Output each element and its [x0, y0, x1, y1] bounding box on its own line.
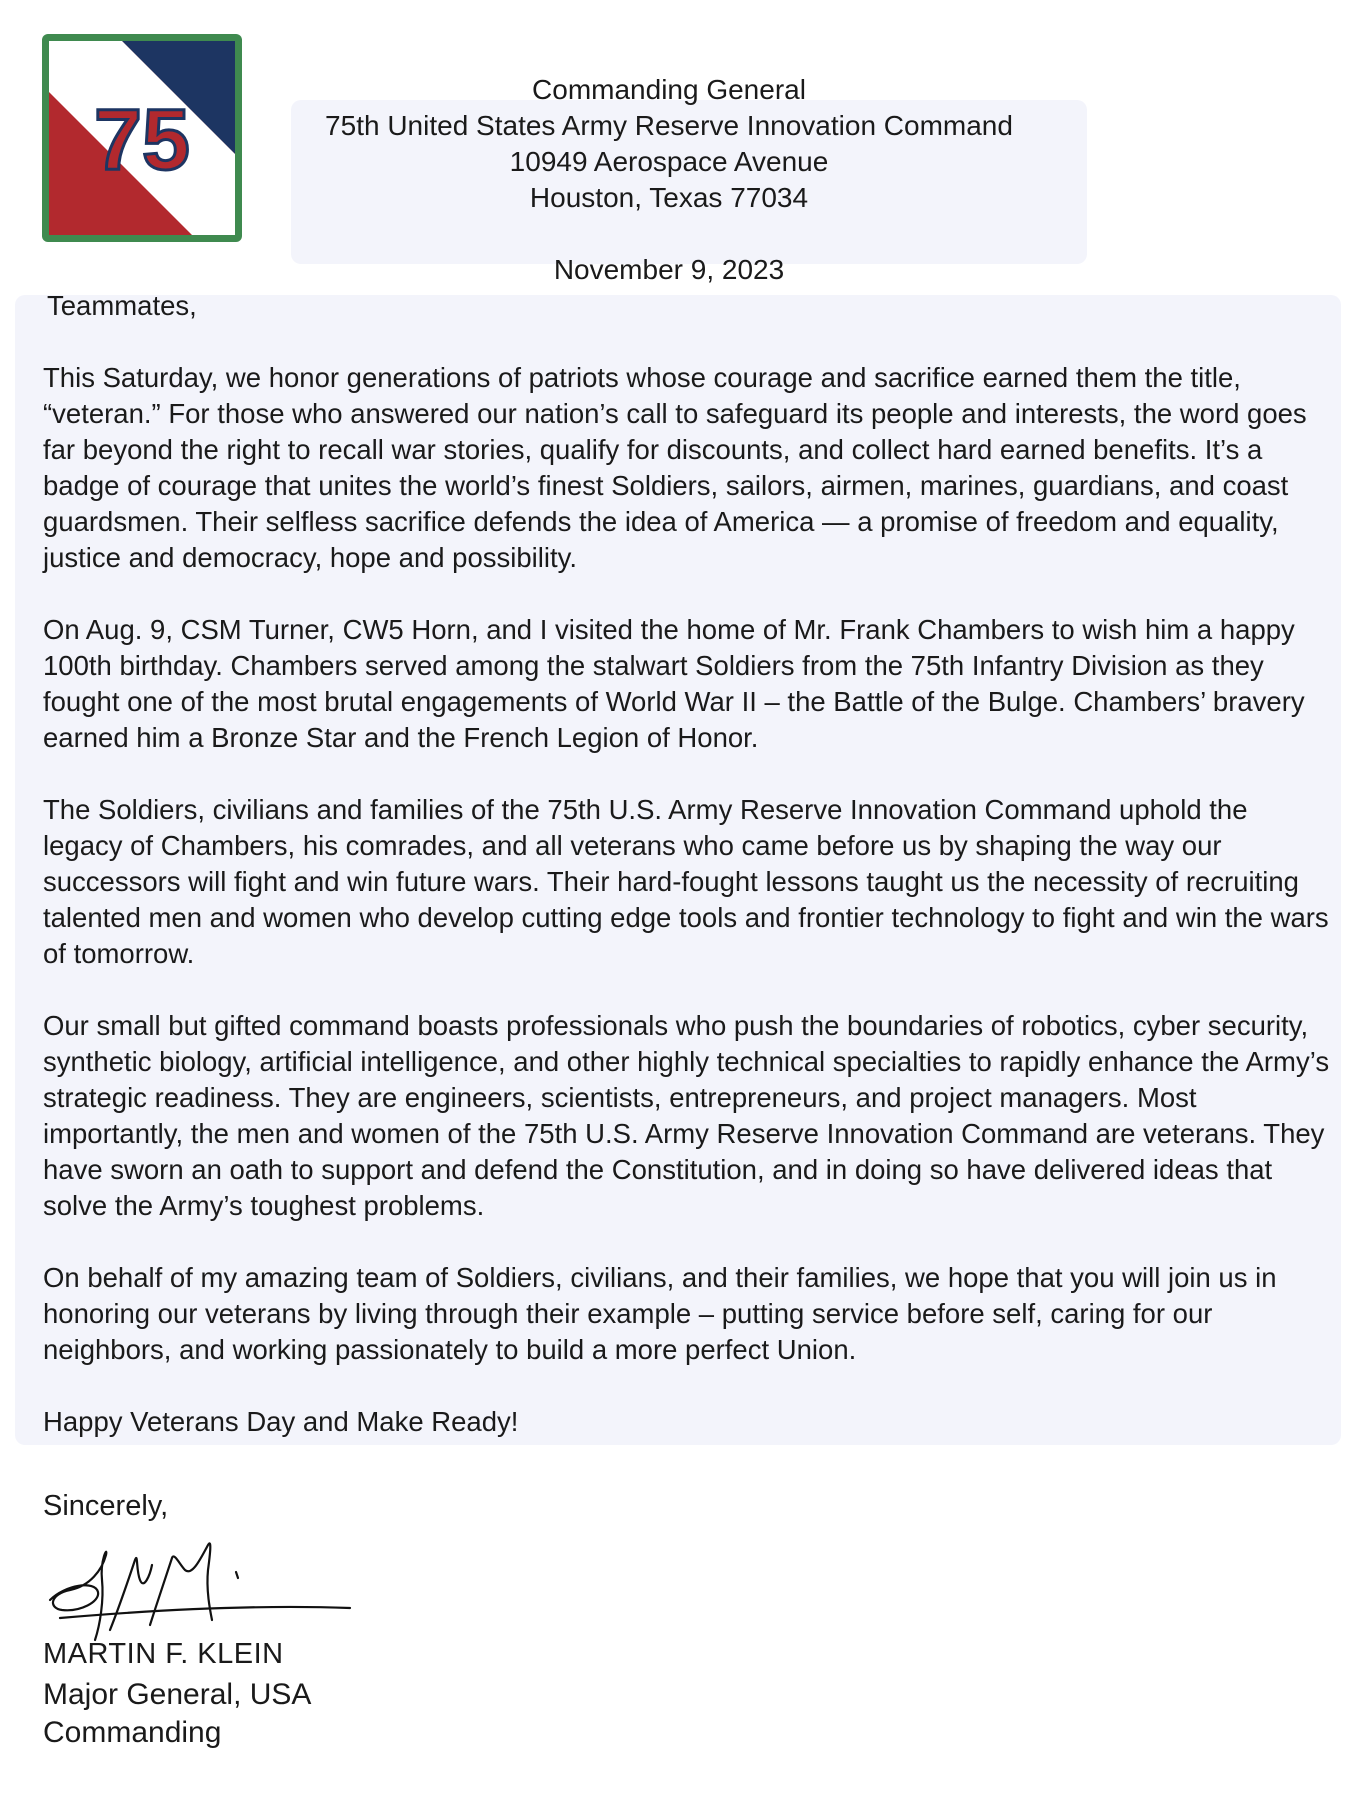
letterhead-title: Commanding General	[532, 74, 806, 105]
logo-number: 75	[94, 92, 190, 188]
signer-title-block	[43, 1676, 311, 1752]
paragraph-chambers: On Aug. 9, CSM Turner, CW5 Horn, and I visited the home of Mr. Frank Chambers to wish him a happy 100th birthday. Chambers served among the stalwart Soldiers from the 75th Infantry Division as they fought one of the most brutal engagements of World War II – the Battle of the Bulge. Chambers’ bravery earned him a Bronze Star and the French Legion of Honor.	[43, 614, 1305, 753]
letterhead	[200, 72, 1138, 216]
letterhead-city: Houston, Texas 77034	[529, 182, 809, 213]
letter-body	[43, 288, 1333, 1476]
paragraph-legacy: The Soldiers, civilians and families of the 75th U.S. Army Reserve Innovation Command uphold the legacy of Chambers, his comrades, and all veterans who came before us by shaping the way our successors will fight and win future wars. Their hard-fought lessons taught us the necessity of recruiting talented men and women who develop cutting edge tools and frontier technology to fight and win the wars of tomorrow.	[43, 794, 1329, 969]
letterhead-street: 10949 Aerospace Avenue	[509, 146, 829, 177]
paragraph-veterans: This Saturday, we honor generations of patriots whose courage and sacrifice earned them the title, “veteran.” For those who answered our nation’s call to safeguard its people and interests, the word goes far beyond the right to recall war stories, qualify for discounts, and collect hard earned benefits. It’s a badge of courage that unites the world’s finest Soldiers, sailors, airmen, marines, guardians, and coast guardsmen. Their selfless sacrifice defends the idea of America — a promise of freedom and equality, justice and democracy, hope and possibility.	[43, 362, 1307, 573]
paragraph-closing-wish: Happy Veterans Day and Make Ready!	[43, 1406, 519, 1437]
signer-name: MARTIN F. KLEIN	[43, 1638, 284, 1670]
letterhead-command: 75th United States Army Reserve Innovation Command	[325, 110, 1013, 141]
paragraph-honoring: On behalf of my amazing team of Soldiers, civilians, and their families, we hope that you will join us in honoring our veterans by living through their example – putting service before self, caring for our neighbors, and working passionately to build a more perfect Union.	[43, 1262, 1277, 1365]
handwritten-signature	[40, 1530, 370, 1650]
signer-rank: Major General, USA	[43, 1678, 312, 1711]
valediction: Sincerely,	[43, 1490, 169, 1522]
paragraph-command: Our small but gifted command boasts professionals who push the boundaries of robotics, cyber security, synthetic biology, artificial intelligence, and other highly technical specialties to rapidly enhance the Army’s strategic readiness. They are engineers, scientists, entrepreneurs, and project managers. Most importantly, the men and women of the 75th U.S. Army Reserve Innovation Command are veterans. They have sworn an oath to support and defend the Constitution, and in doing so have delivered ideas that solve the Army’s toughest problems.	[43, 1010, 1330, 1221]
letter-date: November 9, 2023	[553, 254, 785, 285]
signer-role: Commanding	[43, 1716, 222, 1749]
salutation: Teammates,	[47, 290, 197, 321]
